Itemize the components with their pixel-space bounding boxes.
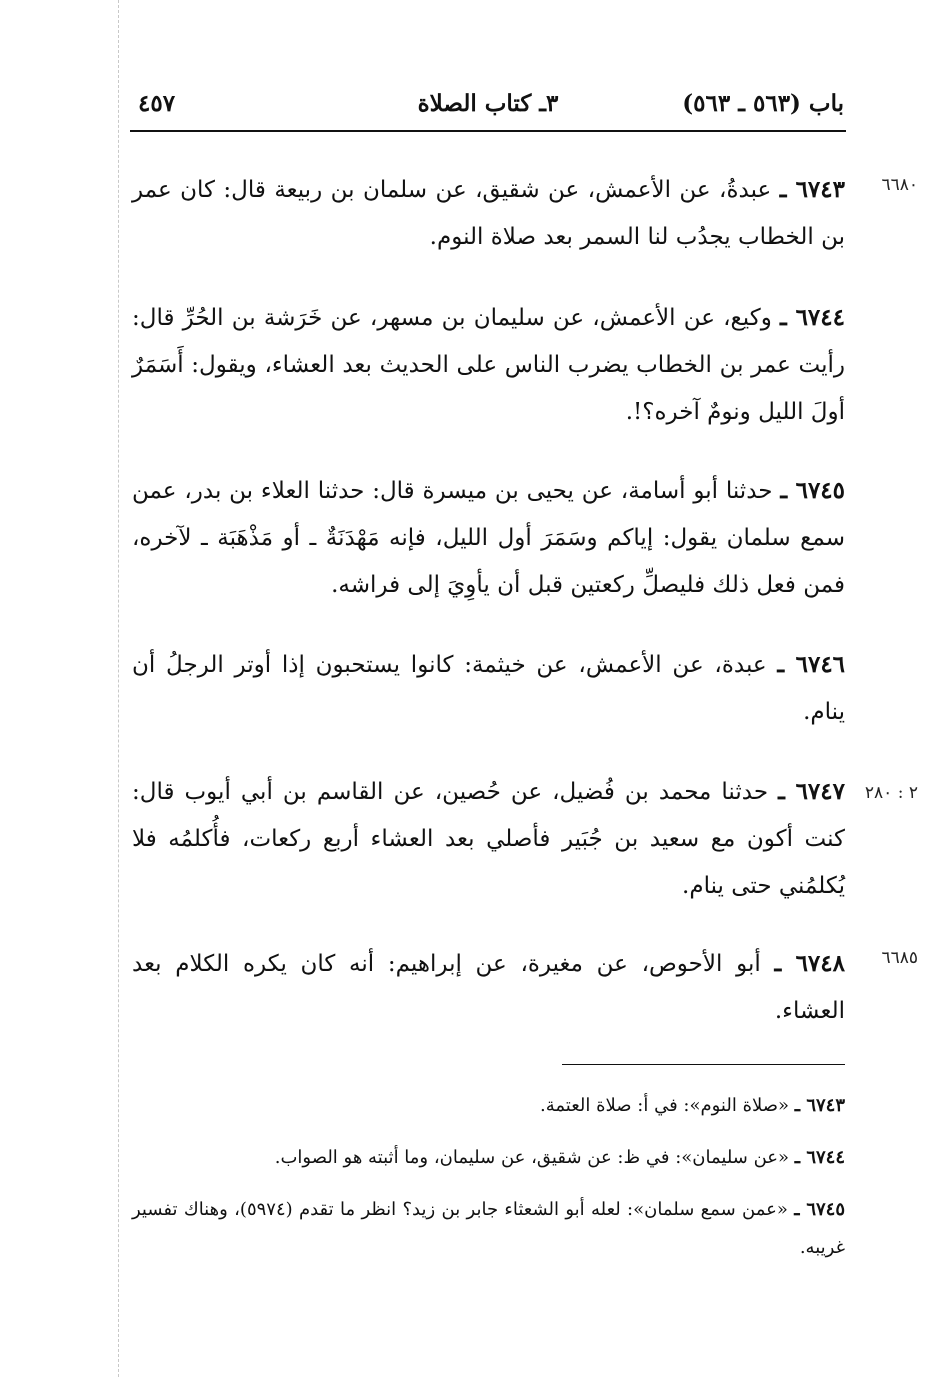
hadith-paragraph <box>132 940 845 1035</box>
hadith-paragraph <box>132 294 845 436</box>
footnote-text: «صلاة النوم»: في أ: صلاة العتمة. <box>540 1095 790 1116</box>
footnote-text: «عمن سمع سلمان»: لعله أبو الشعثاء جابر بن زيد؟ انظر ما تقدم (٥٩٧٤)، وهناك تفسير غريبه. <box>132 1199 845 1258</box>
footnote-separator <box>562 1064 845 1065</box>
hadith-text: حدثنا محمد بن فُضيل، عن حُصين، عن القاسم بن أبي أيوب قال: كنت أكون مع سعيد بن جُبَير فأصلي بعد العشاء أربع ركعات، فأُكلمُه فلا يُكلمُني حتى ينام. <box>132 779 845 899</box>
margin-reference: ٦٦٨٠ <box>881 175 918 195</box>
hadith-number: ٦٧٤٥ ـ <box>780 477 846 504</box>
footnote <box>132 1139 845 1177</box>
hadith-number: ٦٧٤٣ ـ <box>779 176 845 203</box>
hadith-paragraph <box>132 641 845 736</box>
footnote <box>132 1191 845 1267</box>
page-edge-line <box>118 0 119 1377</box>
footnote-number: ٦٧٤٣ ـ <box>794 1095 845 1116</box>
hadith-number: ٦٧٤٤ ـ <box>779 304 845 331</box>
footnote-number: ٦٧٤٥ ـ <box>794 1199 845 1220</box>
margin-reference: ٢ : ٢٨٠ <box>864 783 918 803</box>
hadith-number: ٦٧٤٧ ـ <box>778 778 845 805</box>
hadith-paragraph <box>132 166 845 261</box>
hadith-text: عبدةُ، عن الأعمش، عن شقيق، عن سلمان بن ربيعة قال: كان عمر بن الخطاب يجدُب لنا السمر بعد صلاة النوم. <box>132 177 845 250</box>
chapter-title: ٣ـ كتاب الصلاة <box>417 90 559 117</box>
hadith-text: وكيع، عن الأعمش، عن سليمان بن مسهر، عن خَرَشة بن الحُرِّ قال: رأيت عمر بن الخطاب يضرب الناس على الحديث بعد العشاء، ويقول: أَسَمَرٌ أولَ الليل ونومٌ آخره؟!. <box>132 305 845 425</box>
hadith-paragraph <box>132 467 845 609</box>
hadith-number: ٦٧٤٨ ـ <box>774 950 845 977</box>
hadith-text: أبو الأحوص، عن مغيرة، عن إبراهيم: أنه كان يكره الكلام بعد العشاء. <box>132 951 845 1024</box>
section-title: باب (٥٦٣ ـ ٥٦٣) <box>682 90 844 117</box>
footnote-text: «عن سليمان»: في ظ: عن شقيق، عن سليمان، وما أثبته هو الصواب. <box>274 1147 790 1168</box>
hadith-number: ٦٧٤٦ ـ <box>777 651 846 678</box>
footnote <box>132 1087 845 1125</box>
margin-reference: ٦٦٨٥ <box>881 948 918 968</box>
hadith-text: حدثنا أبو أسامة، عن يحيى بن ميسرة قال: حدثنا العلاء بن بدر، عمن سمع سلمان يقول: إياكم وسَمَرَ أول الليل، فإنه مَهْدَنَةٌ ـ أو مَذْهَبَة ـ لآخره، فمن فعل ذلك فليصلِّ ركعتين قبل أن يأوِيَ إلى فراشه. <box>132 478 845 598</box>
page-number: ٤٥٧ <box>138 90 176 117</box>
running-header <box>130 86 846 132</box>
hadith-paragraph <box>132 768 845 910</box>
footnote-number: ٦٧٤٤ ـ <box>794 1147 845 1168</box>
hadith-text: عبدة، عن الأعمش، عن خيثمة: كانوا يستحبون إذا أوتر الرجلُ أن ينام. <box>132 652 845 725</box>
